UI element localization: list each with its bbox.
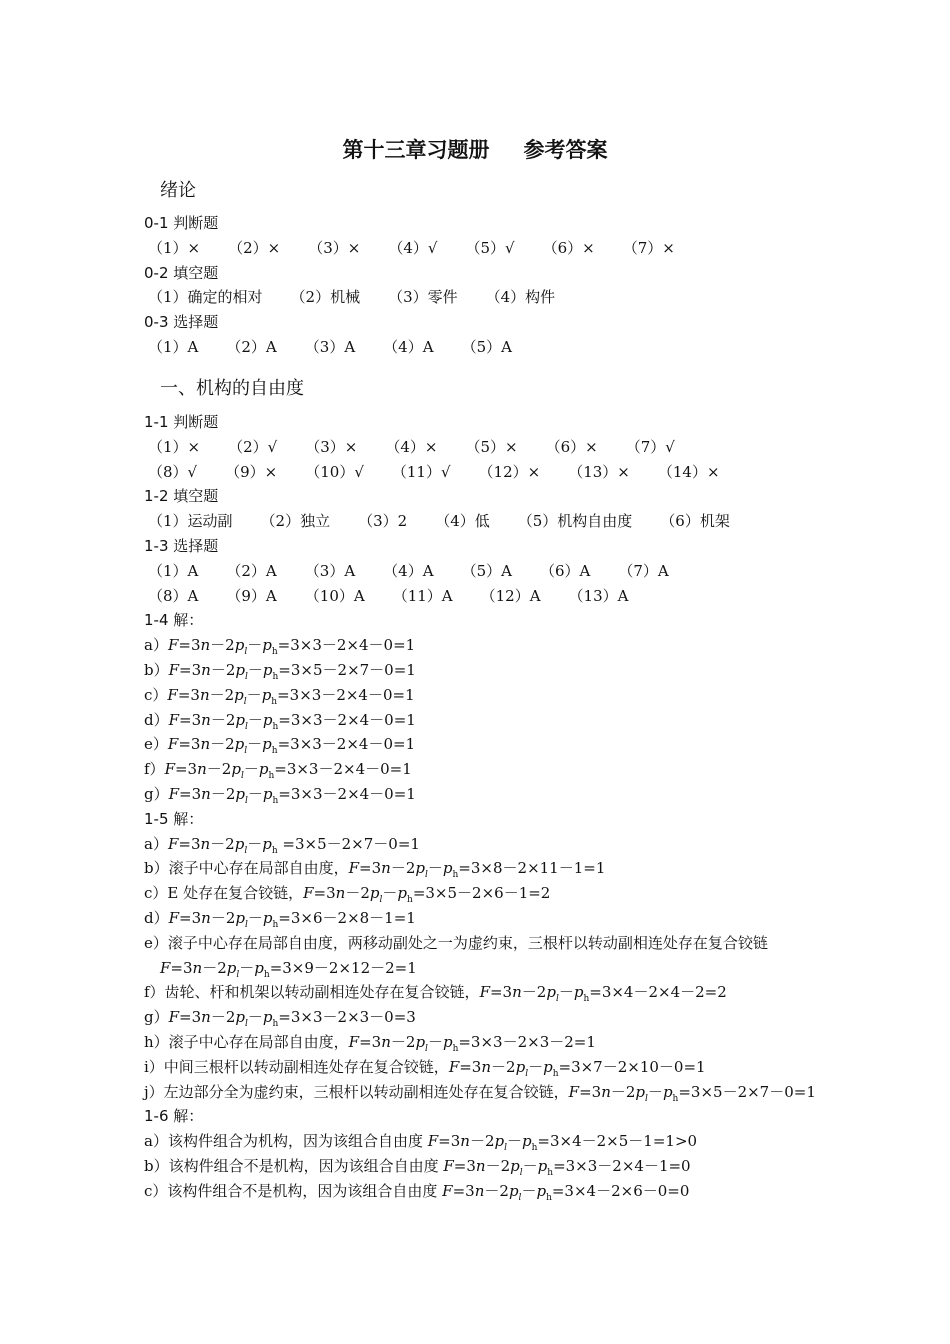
answer-item: （6）机架 xyxy=(660,512,730,531)
section-0-2-label: 0-2 填空题 xyxy=(144,263,219,282)
solution-line xyxy=(144,1055,864,1080)
solution-line xyxy=(144,1080,864,1105)
section-1-3-label: 1-3 选择题 xyxy=(144,536,219,555)
answer-item: （1）× xyxy=(148,437,201,456)
solution-prefix: a）该构件组合为机构，因为该组合自由度 xyxy=(144,1132,428,1151)
answer-item: （5）机构自由度 xyxy=(517,512,633,531)
solution-line xyxy=(144,732,864,757)
solution-line xyxy=(144,906,864,931)
solution-result: =3×3－2×4－0=1 xyxy=(274,760,412,779)
solution-result: =3×6－2×8－1=1 xyxy=(278,908,416,927)
chapter-1-content xyxy=(144,410,864,1204)
solution-line xyxy=(144,658,864,683)
solution-prefix: g） xyxy=(144,784,169,803)
section-1-1-row1 xyxy=(144,435,864,460)
answers-content xyxy=(144,211,864,360)
solution-result: =3×3－2×4－0=1 xyxy=(277,636,416,655)
answer-item: （1）A xyxy=(148,561,199,580)
answer-item: （9）× xyxy=(225,462,278,481)
answer-item: （12）× xyxy=(478,462,541,481)
formula: $F=3n-2p_l-p_h$ xyxy=(168,784,279,806)
section-1-5-solutions xyxy=(144,832,864,1105)
answer-item: （2）A xyxy=(226,561,277,580)
solution-line xyxy=(144,1030,864,1055)
title-sub: 参考答案 xyxy=(523,138,608,162)
answer-item: （6）× xyxy=(542,238,595,257)
answer-item: （7）A xyxy=(618,561,669,580)
solution-result: =3×9－2×12－2=1 xyxy=(269,958,417,977)
formula: $F=3n-2p_l-p_h$ xyxy=(168,710,279,732)
section-1-2-answers xyxy=(144,509,864,534)
heading-chapter-1: 一、机构的自由度 xyxy=(160,378,304,399)
answer-item: （4）低 xyxy=(435,512,490,531)
solution-result: =3×4－2×4－2=2 xyxy=(589,983,727,1002)
solution-line xyxy=(144,1179,864,1204)
section-1-5-label: 1-5 解： xyxy=(144,809,204,828)
answer-item: （13）× xyxy=(568,462,630,481)
section-1-3-row2 xyxy=(144,584,864,609)
answer-item: （5）√ xyxy=(465,238,515,257)
answer-item: （7）× xyxy=(622,238,675,257)
answer-item: （3）A xyxy=(304,337,356,356)
section-0-1-answers xyxy=(144,236,864,261)
formula: $F=3n-2p_l-p_h$ xyxy=(479,983,590,1005)
formula: $F=3n-2p_l-p_h$ xyxy=(448,1057,559,1079)
answer-item: （3）零件 xyxy=(388,288,458,307)
formula: $F=3n-2p_l-p_h$ xyxy=(160,958,270,980)
answer-item: （4）A xyxy=(383,561,434,580)
answer-item: （6）× xyxy=(545,437,598,456)
formula: $F=3n-2p_l-p_h$ xyxy=(168,908,279,930)
solution-prefix: c）E 处存在复合铰链， xyxy=(144,884,304,903)
answer-item: （1）× xyxy=(148,238,201,257)
formula: $F=3n-2p_l-p_h$ xyxy=(168,1008,279,1030)
solution-result: =3×3－2×4－0=1 xyxy=(278,784,416,803)
answer-item: （1）确定的相对 xyxy=(148,288,263,307)
answer-item: （4）构件 xyxy=(485,288,556,307)
formula: $F=3n-2p_l-p_h$ xyxy=(303,884,413,906)
section-0-2-answers xyxy=(144,285,864,310)
section-1-6-label: 1-6 解： xyxy=(144,1107,204,1126)
section-1-4-label: 1-4 解： xyxy=(144,611,204,630)
section-1-1-label: 1-1 判断题 xyxy=(144,413,219,431)
formula: $F=3n-2p_l-p_h$ xyxy=(167,735,278,757)
section-0-3-label: 0-3 选择题 xyxy=(144,313,219,332)
answer-item: （5）A xyxy=(461,561,512,580)
solution-prefix: b）该构件组合不是机构，因为该组合自由度 xyxy=(144,1156,444,1175)
solution-prefix: d） xyxy=(144,908,169,927)
solution-prefix: h）滚子中心存在局部自由度， xyxy=(144,1032,349,1051)
answer-item: （2）A xyxy=(226,337,277,356)
solution-prefix: b）滚子中心存在局部自由度， xyxy=(144,859,349,878)
answer-item: （1）运动副 xyxy=(148,512,233,531)
page-title xyxy=(0,134,950,164)
solution-line xyxy=(144,1005,864,1030)
solution-line xyxy=(144,782,864,807)
answer-item: （3）2 xyxy=(358,512,408,531)
formula: $F=3n-2p_l-p_h$ xyxy=(167,636,278,658)
solution-result: =3×5－2×7－0=1 xyxy=(277,834,420,853)
solution-prefix: c） xyxy=(144,685,168,704)
answer-item: （8）√ xyxy=(148,462,198,481)
solution-line xyxy=(144,931,864,956)
solution-prefix: f） xyxy=(144,760,165,779)
formula: $F=3n-2p_l-p_h$ xyxy=(164,760,275,782)
answer-item: （3）× xyxy=(305,437,358,456)
solution-result: =3×7－2×10－0=1 xyxy=(558,1057,706,1076)
solution-line xyxy=(144,1154,864,1179)
solution-prefix: a） xyxy=(144,834,168,853)
solution-line xyxy=(144,881,864,906)
answer-item: （1）A xyxy=(148,337,199,356)
solution-line xyxy=(144,633,864,658)
answer-item: （10）√ xyxy=(305,462,364,481)
answer-item: （10）A xyxy=(304,586,365,605)
formula: $F=3n-2p_l-p_h$ xyxy=(442,1181,552,1203)
solution-line xyxy=(144,832,864,857)
answer-item: （6）A xyxy=(539,561,591,580)
solution-result: =3×5－2×7－0=1 xyxy=(278,660,416,679)
answer-item: （14）× xyxy=(657,462,720,481)
formula: $F=3n-2p_l-p_h$ xyxy=(348,859,459,881)
solution-line xyxy=(144,980,864,1005)
formula: $F=3n-2p_l-p_h$ xyxy=(348,1032,459,1054)
answer-item: （2）× xyxy=(228,238,281,257)
answer-item: （3）× xyxy=(308,238,361,257)
answer-item: （3）A xyxy=(304,561,356,580)
solution-line xyxy=(144,1129,864,1154)
solution-result: =3×4－2×5－1=1>0 xyxy=(537,1132,698,1151)
solution-result: =3×3－2×3－0=3 xyxy=(278,1008,416,1027)
section-0-1-label: 0-1 判断题 xyxy=(144,214,219,232)
solution-result: =3×3－2×4－0=1 xyxy=(277,735,416,754)
solution-line xyxy=(144,683,864,708)
title-main: 第十三章习题册 xyxy=(342,138,490,162)
solution-result: =3×4－2×6－0=0 xyxy=(551,1181,690,1200)
section-1-3-row1 xyxy=(144,559,864,584)
solution-prefix: j）左边部分全为虚约束，三根杆以转动副相连处存在复合铰链， xyxy=(144,1082,569,1101)
solution-prefix: f）齿轮、杆和机架以转动副相连处存在复合铰链， xyxy=(144,983,480,1002)
solution-result: =3×5－2×6－1=2 xyxy=(412,884,551,903)
solution-prefix: d） xyxy=(144,710,169,729)
answer-item: （12）A xyxy=(480,586,541,605)
section-1-1-row2 xyxy=(144,460,864,485)
answer-item: （7）√ xyxy=(625,437,675,456)
solution-result: =3×3－2×4－0=1 xyxy=(277,685,415,704)
solution-prefix: i）中间三根杆以转动副相连处存在复合铰链， xyxy=(144,1057,449,1076)
answer-item: （2）机械 xyxy=(290,288,361,307)
solution-line xyxy=(144,956,864,981)
answer-item: （13）A xyxy=(568,586,629,605)
answer-item: （11）A xyxy=(392,586,453,605)
answer-item: （4）A xyxy=(383,337,434,356)
solution-line xyxy=(144,757,864,782)
answer-item: （2）独立 xyxy=(260,512,331,531)
solution-result: =3×3－2×4－1=0 xyxy=(553,1156,691,1175)
solution-prefix: c）该构件组合不是机构，因为该组合自由度 xyxy=(144,1181,443,1200)
answer-item: （9）A xyxy=(226,586,277,605)
solution-prefix: a） xyxy=(144,636,168,655)
formula: $F=3n-2p_l-p_h$ xyxy=(427,1132,538,1154)
solution-line xyxy=(144,708,864,733)
answer-item: （4）√ xyxy=(388,238,438,257)
section-1-4-solutions xyxy=(144,633,864,807)
solution-prefix: g） xyxy=(144,1008,169,1027)
section-1-2-label: 1-2 填空题 xyxy=(144,487,219,506)
formula: $F=3n-2p_l-p_h$ xyxy=(167,834,278,856)
formula: $F=3n-2p_l-p_h$ xyxy=(443,1156,554,1178)
answer-item: （2）√ xyxy=(228,437,278,456)
formula: $F=3n-2p_l-p_h$ xyxy=(568,1082,679,1104)
answer-item: （5）A xyxy=(461,337,512,356)
answer-item: （4）× xyxy=(385,437,438,456)
solution-result: =3×3－2×4－0=1 xyxy=(278,710,416,729)
formula: $F=3n-2p_l-p_h$ xyxy=(167,685,278,707)
solution-prefix: e） xyxy=(144,735,168,754)
answer-item: （8）A xyxy=(148,586,199,605)
answer-item: （5）× xyxy=(465,437,518,456)
solution-result: =3×8－2×11－1=1 xyxy=(458,859,606,878)
solution-prefix: b） xyxy=(144,660,169,679)
heading-intro: 绪论 xyxy=(160,180,196,201)
solution-prefix: e）滚子中心存在局部自由度，两移动副处之一为虚约束，三根杆以转动副相连处存在复合铰链 xyxy=(144,933,768,952)
section-1-6-solutions xyxy=(144,1129,864,1203)
section-0-3-answers xyxy=(144,335,864,360)
solution-result: =3×3－2×3－2=1 xyxy=(458,1032,596,1051)
solution-result: =3×5－2×7－0=1 xyxy=(678,1082,816,1101)
answer-item: （11）√ xyxy=(391,462,451,481)
formula: $F=3n-2p_l-p_h$ xyxy=(168,660,279,682)
solution-line xyxy=(144,856,864,881)
